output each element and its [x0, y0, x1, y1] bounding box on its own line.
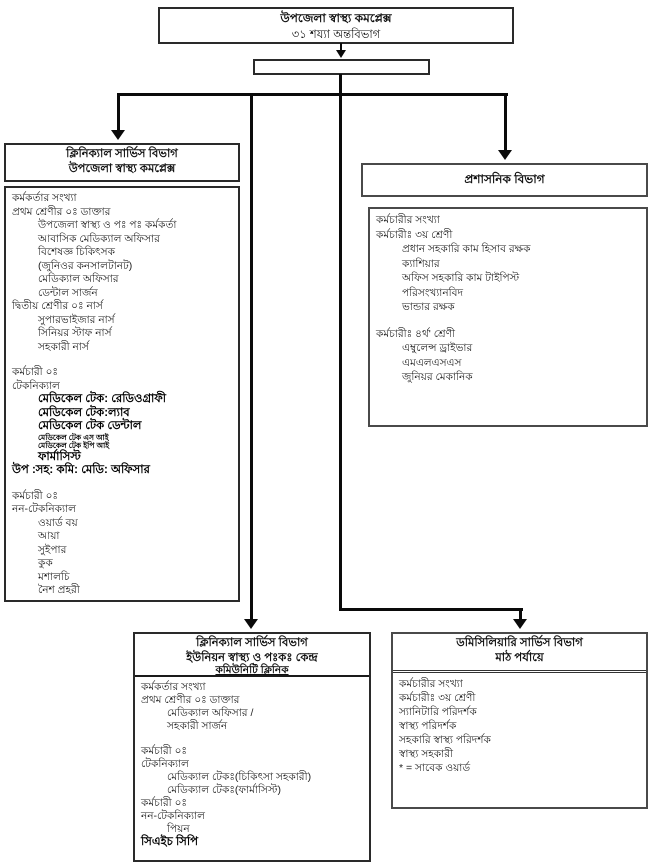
staff-list-item: মেডিক্যাল অফিসার — [38, 273, 119, 285]
arrow-down-icon — [513, 619, 527, 629]
staff-list-item: কর্মচারীর সংখ্যা — [399, 678, 463, 690]
admin-staff-list — [370, 209, 646, 385]
staff-list-item: মেডিক্যাল অফিসার / — [167, 707, 254, 719]
staff-list-item: মেডিকেল টেক ডেন্টাল — [38, 420, 142, 432]
staff-list-item: মেডিক্যাল টেকঃ(চিকিৎসা সহকারী) — [167, 771, 312, 783]
staff-list-item: পরিসংখ্যানবিদ — [402, 286, 463, 299]
row-spacer — [6, 354, 238, 366]
staff-list-item: কর্মচারীর সংখ্যা — [376, 214, 440, 226]
domiciliary-staff-list — [393, 673, 646, 775]
staff-list-item: নৈশ প্রহরী — [38, 584, 80, 596]
staff-list-item: কর্মচারী ০ঃ — [141, 745, 188, 757]
staff-list-item: কর্মচারী ০ঃ — [141, 797, 188, 809]
staff-list-item: কর্মচারীঃ ৩য় শ্রেণী — [399, 692, 476, 704]
staff-list-item: উপজেলা স্বাস্থ্য ও পঃ পঃ কর্মকর্তা — [38, 219, 177, 231]
staff-list-item: উপ :সহ: কমি: মেডি: অফিসার — [12, 464, 150, 476]
top-box-title: উপজেলা স্বাস্থ্য কমপ্লেক্স — [280, 11, 392, 25]
org-node-blank — [253, 59, 430, 75]
arrow-down-icon — [498, 150, 512, 160]
connector-left-drop — [117, 93, 120, 131]
staff-list-item: দ্বিতীয় শ্রেণীর ০ঃ নার্স — [12, 300, 103, 312]
staff-list-item: টেকনিক্যাল — [12, 379, 60, 392]
staff-list-item: নন-টেকনিক্যাল — [12, 503, 76, 515]
org-node-admin-body — [368, 207, 648, 427]
staff-list-item: এম্বুলেন্স ড্রাইভার — [402, 342, 473, 354]
org-node-clinical-uhc-header — [4, 143, 240, 182]
staff-list-item: জুনিয়র মেকানিক — [402, 371, 473, 383]
staff-list-item: ওয়ার্ড বয় — [38, 516, 78, 529]
top-box-subtitle: ৩১ শয্যা অন্তবিভাগ — [291, 29, 381, 41]
staff-list-item: ক্যাশিয়ার — [402, 257, 440, 270]
staff-list-item: সহকারী সার্জন — [167, 720, 228, 732]
staff-list-item: কর্মচারী ০ঃ — [12, 366, 59, 378]
staff-list-item: * = সাবেক ওয়ার্ড — [399, 762, 471, 774]
connector-mid-vertical — [250, 93, 253, 620]
staff-list-item: সহকারি স্বাস্থ্য পরিদর্শক — [399, 734, 491, 746]
staff-list-item: স্বাস্থ্য সহকারী — [399, 748, 453, 760]
staff-list-item: আবাসিক মেডিক্যাল অফিসার — [38, 232, 160, 245]
staff-list-item: কর্মচারীঃ ৩য় শ্রেণী — [376, 228, 453, 241]
org-node-clinical-union — [133, 632, 371, 862]
org-node-upazila-health-complex — [158, 7, 514, 44]
clinical-union-subtitle: ইউনিয়ন স্বাস্থ্য ও পঃকঃ কেন্দ্র — [186, 652, 318, 664]
staff-list-item: কর্মচারীঃ ৪র্থ' শ্রেণী — [376, 327, 455, 340]
staff-list-item: প্রধান সহকারি কাম হিসাব রক্ষক — [402, 243, 531, 255]
staff-list-item: সিএইচ সিপি — [141, 836, 199, 848]
clinical-union-title: ক্লিনিক্যাল সার্ভিস বিভাগ — [196, 637, 308, 649]
staff-list-item: অফিস সহকারি কাম টাইপিস্ট — [402, 272, 520, 284]
domiciliary-title: ডমিসিলিয়ারি সার্ভিস বিভাগ — [456, 637, 583, 649]
staff-list-item: সহকারী নার্স — [38, 340, 89, 353]
staff-list-item: ফার্মাসিস্ট — [38, 450, 81, 463]
arrow-down-icon — [244, 619, 258, 629]
staff-list-item: বিশেষজ্ঞ চিকিৎসক — [38, 246, 115, 258]
staff-list-item: ডেন্টাল সার্জন — [38, 286, 98, 299]
arrow-down-icon — [111, 130, 125, 140]
staff-list-item: (জুনিওর কনসালটানট) — [38, 259, 133, 272]
staff-list-item: পিয়ন — [167, 823, 190, 835]
org-node-clinical-uhc-body — [4, 186, 240, 602]
staff-list-item: স্যানিটারি পরিদর্শক — [399, 706, 477, 718]
org-node-admin-header — [361, 163, 648, 197]
staff-list-item: মেডিকেল টেক এস আই — [38, 432, 109, 442]
clinical-uhc-title: ক্লিনিক্যাল সার্ভিস বিভাগ — [66, 148, 178, 160]
row-spacer — [370, 315, 646, 327]
connector-right-drop — [504, 93, 507, 151]
staff-list-item: স্বাস্থ্য পরিদর্শক — [399, 720, 457, 732]
clinical-uhc-subtitle: উপজেলা স্বাস্থ্য কমপ্লেক্স — [68, 163, 176, 175]
staff-list-item: টেকনিক্যাল — [141, 758, 189, 770]
staff-list-item: কর্মচারী ০ঃ — [12, 489, 59, 502]
staff-list-item: মেডিক্যাল টেকঃ(ফার্মাসিস্ট) — [167, 784, 281, 796]
staff-list-item: কুক — [38, 557, 53, 569]
domiciliary-subtitle: মাঠ পর্যায়ে — [495, 652, 544, 664]
staff-list-item: মেডিকেল টেক ইপি আই — [38, 441, 110, 450]
staff-list-item: মশালচি — [38, 570, 70, 583]
connector-main-horizontal — [117, 93, 508, 96]
staff-list-item: সুইপার — [38, 543, 67, 556]
staff-list-item: সুপারভাইজার নার্স — [38, 313, 115, 326]
staff-list-item: প্রথম শ্রেণীর ০ঃ ডাক্তার — [141, 694, 240, 706]
staff-list-item: এমএলএসএস — [402, 356, 462, 369]
arrow-down-icon — [336, 50, 346, 58]
clinical-uhc-staff-list — [6, 188, 238, 598]
org-node-domiciliary — [391, 632, 648, 809]
staff-list-item: কর্মকর্তার সংখ্যা — [141, 681, 206, 693]
staff-list-item: ভান্ডার রক্ষক — [402, 301, 455, 313]
staff-list-item: কর্মকর্তার সংখ্যা — [12, 192, 77, 204]
row-spacer — [6, 478, 238, 490]
staff-list-item: মেডিকেল টেক: রেডিওগ্রাফী — [38, 393, 167, 405]
staff-list-item: নন-টেকনিক্যাল — [141, 810, 205, 822]
staff-list-item: আয়া — [38, 530, 60, 542]
staff-list-item: প্রথম শ্রেণীর ০ঃ ডাক্তার — [12, 205, 111, 218]
connector-bottom-horizontal — [339, 608, 523, 611]
connector-center-vertical — [339, 74, 342, 610]
admin-title: প্রশাসনিক বিভাগ — [464, 172, 545, 186]
staff-list-item: মেডিকেল টেক:ল্যাব — [38, 406, 130, 419]
row-spacer — [135, 733, 369, 745]
clinical-union-subtitle2: কমিউনিটি ক্লিনিক — [215, 664, 289, 676]
staff-list-item: সিনিয়র স্টাফ নার্স — [38, 327, 112, 339]
clinical-union-staff-list — [135, 677, 369, 849]
